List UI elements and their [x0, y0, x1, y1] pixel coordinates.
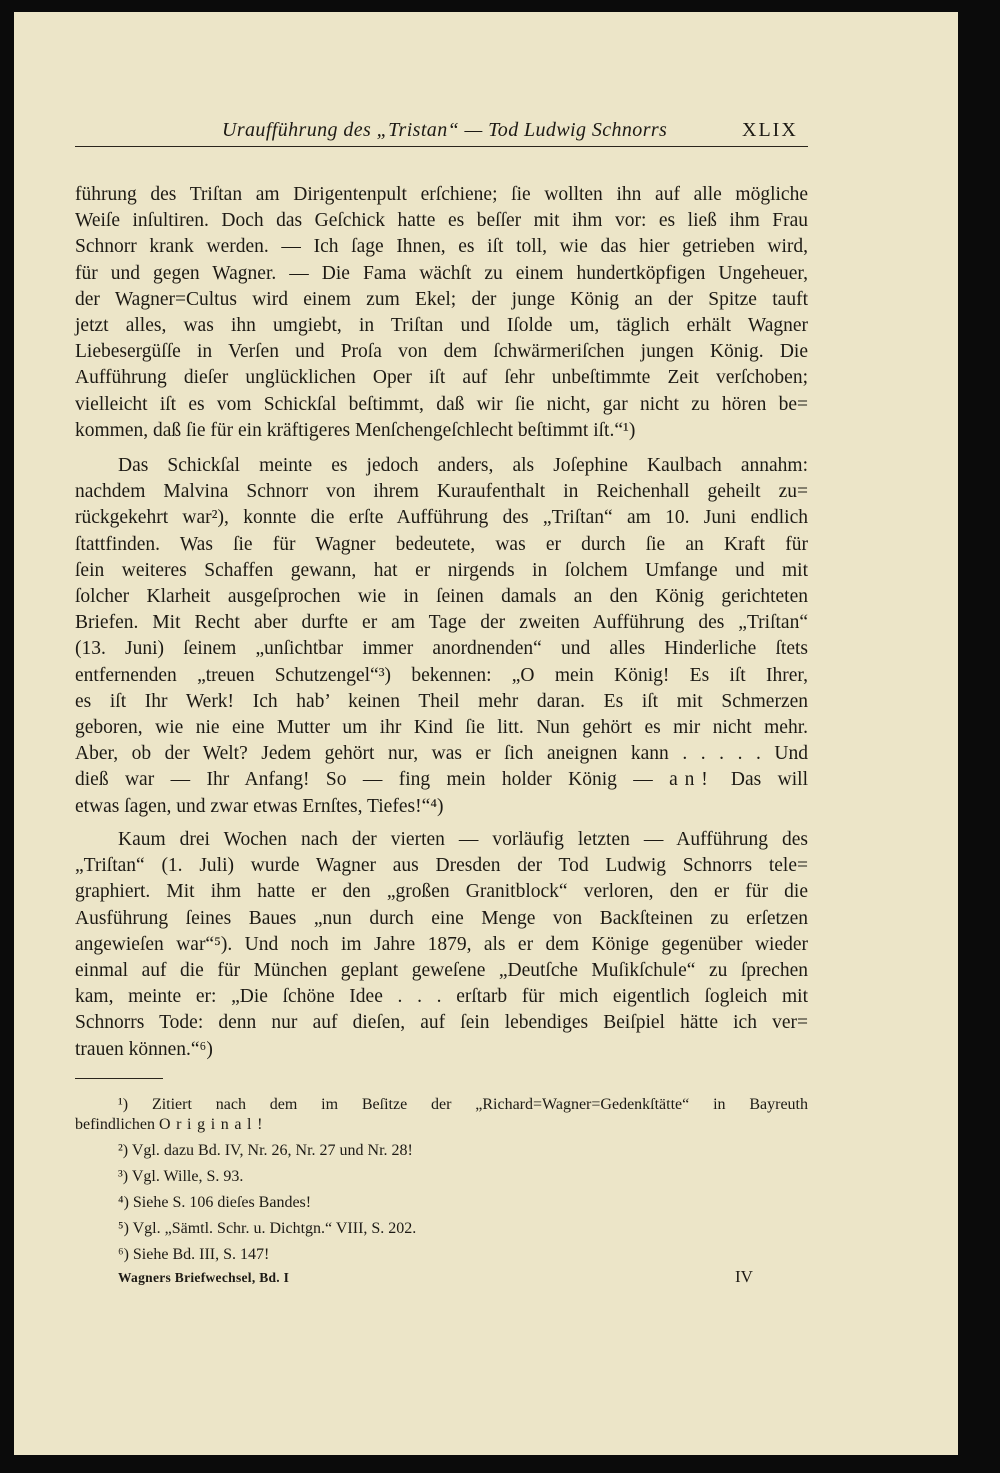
footnote — [75, 1167, 808, 1187]
text-line: Aufführung dieſer unglücklichen Oper iſt auf ſehr unbeſtimmte Zeit verſchoben; — [75, 367, 808, 389]
text-segment: dieß war — Ihr Anfang! So — fing mein holder König — — [75, 769, 670, 791]
text-line: Liebesergüſſe in Verſen und Proſa von dem ſchwärmeriſchen jungen König. Die — [75, 341, 808, 363]
text-line: ⁶) Siehe Bd. III, S. 147! — [118, 1246, 270, 1263]
text-line: geboren, wie nie eine Mutter um ihr Kind ſie litt. Nun gehört es mir nicht mehr. — [75, 717, 808, 739]
text-line — [75, 767, 808, 793]
running-header-title: Uraufführung des „Tristan“ — Tod Ludwig Schnorrs — [222, 119, 668, 141]
text-line: ²) Vgl. dazu Bd. IV, Nr. 26, Nr. 27 und Nr. 28! — [118, 1142, 413, 1159]
text-line: nachdem Malvina Schnorr von ihrem Kuraufenthalt in Reichenhall geheilt zu= — [75, 481, 808, 503]
text-line: der Wagner=Cultus wird einem zum Ekel; der junge König an der Spitze tauft — [75, 288, 808, 310]
text-line: Schnorrs Tode: denn nur auf dieſen, auf ſein lebendiges Beiſpiel hätte ich ver= — [75, 1012, 808, 1034]
text-line: jetzt alles, was ihn umgiebt, in Triſtan und Iſolde um, täglich erhält Wagner — [75, 315, 808, 337]
text-line: etwas ſagen, und zwar etwas Ernſtes, Tiefes!“⁴) — [75, 795, 444, 817]
letter-spaced-word: Original! — [158, 1116, 269, 1133]
letter-spaced-word: an! — [669, 769, 715, 791]
text-segment: Das will — [714, 769, 808, 791]
text-line: Schnorr krank werden. — Ich ſage Ihnen, es iſt toll, wie das hier getrieben wird, — [75, 236, 808, 258]
text-line: ſein weiteres Schaffen gewann, hat er nirgends in ſolchem Umfange und mit — [75, 559, 808, 581]
paragraph — [75, 182, 808, 444]
text-line: einmal auf die für München geplant geweſene „Deutſche Muſikſchule“ zu ſprechen — [75, 960, 808, 982]
text-line: (13. Juni) ſeinem „unſichtbar immer anordnenden“ und alles Hinderliche ſtets — [75, 638, 808, 660]
text-line — [75, 1115, 808, 1135]
text-line: „Triſtan“ (1. Juli) wurde Wagner aus Dresden der Tod Ludwig Schnorrs tele= — [75, 855, 808, 877]
text-line: kommen, daß ſie für ein kräftigeres Menſchengeſchlecht beſtimmt iſt.“¹) — [75, 419, 636, 441]
footnote-rule — [75, 1078, 163, 1079]
text-line: vielleicht iſt es vom Schickſal beſtimmt, daß wir ſie nicht, gar nicht zu hören be= — [75, 393, 808, 415]
text-line: graphiert. Mit ihm hatte er den „großen Granitblock“ verloren, den er für die — [75, 881, 808, 903]
text-line: ⁴) Siehe S. 106 dieſes Bandes! — [118, 1194, 312, 1211]
text-line: rückgekehrt war²), konnte die erſte Aufführung des „Triſtan“ am 10. Juni endlich — [75, 507, 808, 529]
text-line: Briefen. Mit Recht aber durfte er am Tage der zweiten Aufführung des „Triſtan“ — [75, 612, 808, 634]
footnote — [75, 1141, 808, 1161]
text-line: ⁵) Vgl. „Sämtl. Schr. u. Dichtgn.“ VIII, S. 202. — [118, 1220, 417, 1237]
text-line: ³) Vgl. Wille, S. 93. — [118, 1168, 244, 1185]
footnote — [75, 1245, 808, 1265]
text-line: trauen können.“⁶) — [75, 1038, 213, 1060]
text-line: kam, meinte er: „Die ſchöne Idee . . . erſtarb für mich eigentlich ſogleich mit — [75, 986, 808, 1008]
text-line: Weiſe inſultiren. Doch das Geſchick hatte es beſſer mit ihm vor: es ließ ihm Frau — [75, 210, 808, 232]
signature-number: IV — [735, 1267, 753, 1286]
footnote — [75, 1095, 808, 1135]
text-line: Das Schickſal meinte es jedoch anders, als Joſephine Kaulbach annahm: — [118, 455, 808, 476]
text-line: angewieſen war“⁵). Und noch im Jahre 1879, als er dem Könige gegenüber wieder — [75, 933, 808, 955]
text-line: Kaum drei Wochen nach der vierten — vorläufig letzten — Aufführung des — [118, 829, 808, 850]
footnote — [75, 1193, 808, 1213]
text-line: ſolcher Klarheit ausgeſprochen wie in ſeinen damals an den König gerichteten — [75, 586, 808, 608]
text-line: Ausführung ſeines Baues „nun durch eine Menge von Backſteinen zu erſetzen — [75, 907, 808, 929]
page-number: XLIX — [742, 119, 798, 141]
paragraph — [75, 453, 808, 820]
paragraph — [75, 827, 808, 1063]
header-rule — [75, 146, 808, 147]
text-line: für und gegen Wagner. — Die Fama wächſt zu einem hundertköpfigen Ungeheuer, — [75, 262, 808, 284]
text-line: führung des Triſtan am Dirigentenpult erſchiene; ſie wollten ihn auf alle mögliche — [75, 184, 808, 205]
text-line: ¹) Zitiert nach dem im Beſitze der „Richard=Wagner=Gedenkſtätte“ in Bayreuth — [118, 1096, 808, 1113]
text-line: es iſt Ihr Werk! Ich hab’ keinen Theil mehr daran. Es iſt mit Schmerzen — [75, 690, 808, 712]
footnotes — [75, 1095, 808, 1271]
text-line: ſtattfinden. Was ſie für Wagner bedeutete, was er durch ſie an Kraft für — [75, 533, 808, 555]
book-page — [14, 12, 958, 1455]
signature-line: Wagners Briefwechsel, Bd. I — [118, 1270, 290, 1285]
footnote — [75, 1219, 808, 1239]
text-line: Aber, ob der Welt? Jedem gehört nur, was er ſich aneignen kann . . . . . Und — [75, 743, 808, 765]
text-line: entfernenden „treuen Schutzengel“³) bekennen: „O mein König! Es iſt Ihrer, — [75, 664, 808, 686]
text-segment: befindlichen — [75, 1116, 159, 1133]
